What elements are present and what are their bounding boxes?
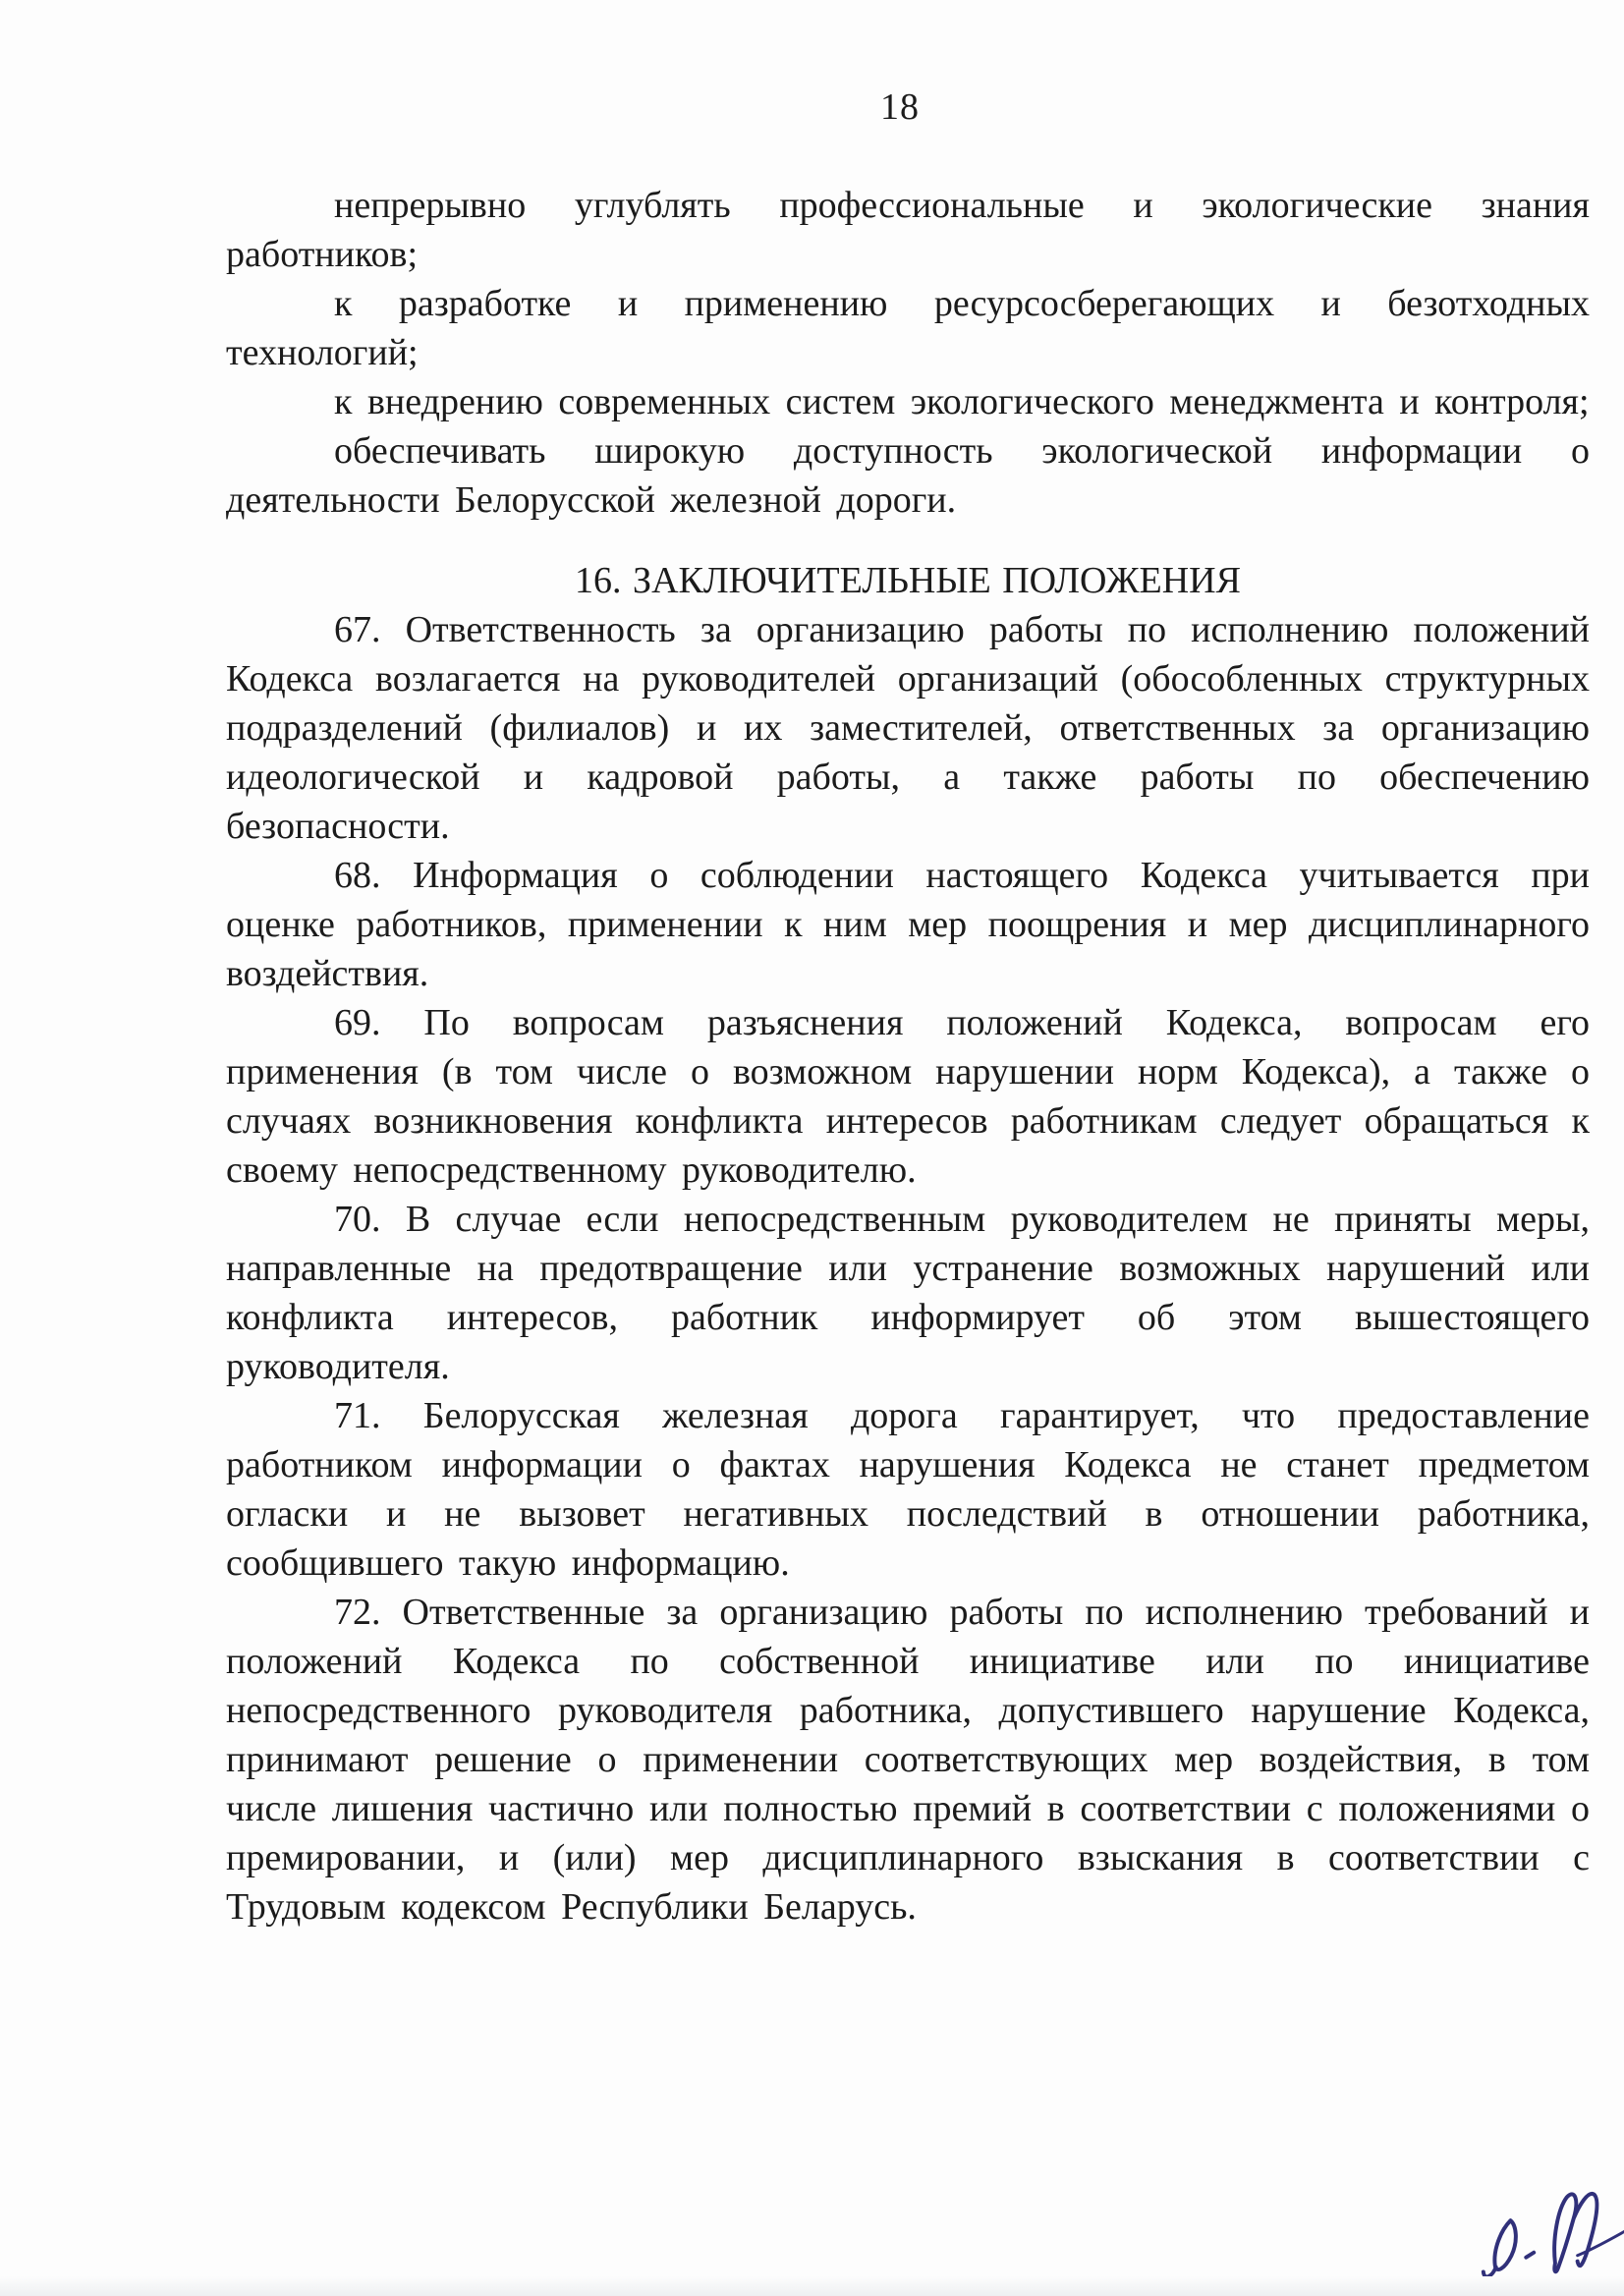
signature-stroke bbox=[1484, 2220, 1516, 2276]
intro-clause: к внедрению современных систем экологического менеджмента и контроля; bbox=[334, 381, 1590, 422]
intro-clause: к разработке и применению ресурсосберегающих и безотходных технологий; bbox=[226, 283, 1590, 373]
intro-clause: обеспечивать широкую доступность экологической информации о деятельности Белорусской железной дороги. bbox=[226, 430, 1590, 521]
signature-stroke bbox=[1554, 2194, 1596, 2271]
signature-stroke bbox=[1526, 2253, 1534, 2258]
final-clause-72: 72. Ответственные за организацию работы по исполнению требований и положений Кодекса по собственной инициативе или по инициативе непосредственного руководителя работника, допустившего нарушение Кодекса, принимают решение о применении соответствующих мер воздействия, в том числе лишения частично или полностью премий в соответствии с положениями о премировании, и (или) мер дисциплинарного взыскания в соответствии с Трудовым кодексом Республики Беларусь. bbox=[226, 1592, 1590, 1928]
final-clause-67: 67. Ответственность за организацию работы по исполнению положений Кодекса возлагается на руководителей организаций (обособленных структурных подразделений (филиалов) и их заместителей, ответственных за организацию идеологической и кадровой работы, а также работы по обеспечению безопасности. bbox=[226, 609, 1590, 847]
final-clause-71: 71. Белорусская железная дорога гарантирует, что предоставление работником информации о фактах нарушения Кодекса не станет предметом огласки и не вызовет негативных последствий в отношении работника, сообщившего такую информацию. bbox=[226, 1395, 1590, 1584]
scan-bottom-edge bbox=[0, 2276, 1624, 2296]
signature-stroke bbox=[1578, 2231, 1624, 2256]
document-body bbox=[226, 181, 1590, 1932]
section-heading: 16. ЗАКЛЮЧИТЕЛЬНЫЕ ПОЛОЖЕНИЯ bbox=[575, 560, 1241, 601]
final-clause-69: 69. По вопросам разъяснения положений Кодекса, вопросам его применения (в том числе о возможном нарушении норм Кодекса), а также о случаях возникновения конфликта интересов работникам следует обращаться к своему непосредственному руководителю. bbox=[226, 1002, 1590, 1191]
page-number: 18 bbox=[880, 86, 920, 128]
final-clause-68: 68. Информация о соблюдении настоящего Кодекса учитывается при оценке работников, применении к ним мер поощрения и мер дисциплинарного воздействия. bbox=[226, 855, 1590, 994]
intro-clause: непрерывно углублять профессиональные и экологические знания работников; bbox=[226, 185, 1590, 275]
handwritten-signature bbox=[1472, 2179, 1624, 2289]
final-clause-70: 70. В случае если непосредственным руководителем не приняты меры, направленные на предотвращение или устранение возможных нарушений или конфликта интересов, работник информирует об этом вышестоящего руководителя. bbox=[226, 1199, 1590, 1387]
